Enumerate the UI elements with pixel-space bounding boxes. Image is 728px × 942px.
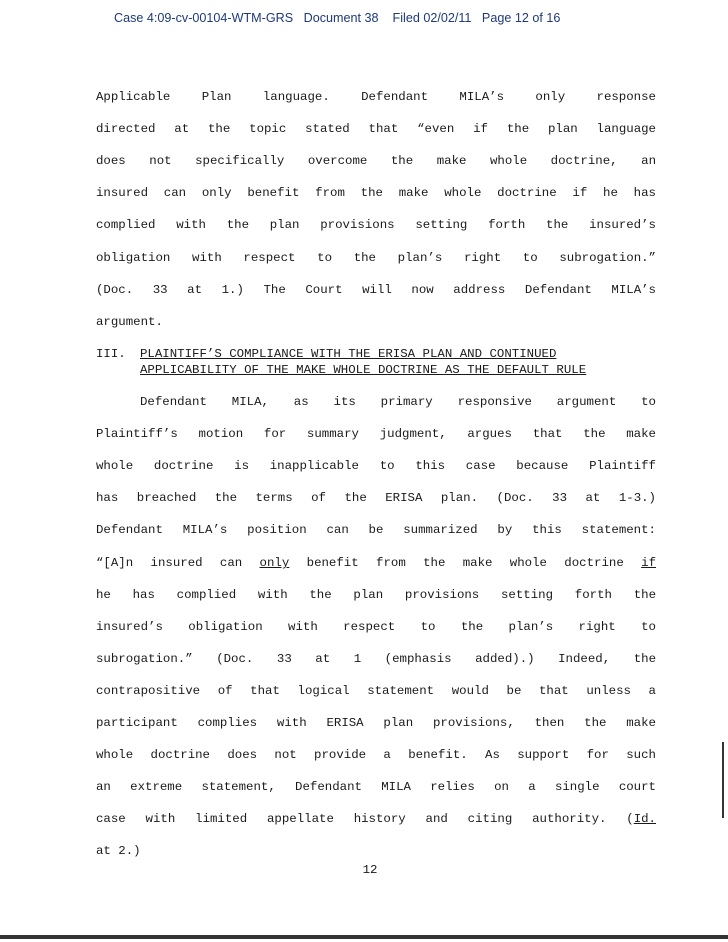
text-line: Defendant MILA’s position can be summarized by this statement:	[96, 523, 656, 537]
emphasis-only: only	[259, 556, 290, 570]
text-line: Applicable Plan language. Defendant MILA’s only response	[96, 90, 656, 104]
text-segment: “[A]n insured can	[96, 556, 260, 570]
text-line: directed at the topic stated that “even if the plan language	[96, 122, 656, 136]
emphasis-if: if	[641, 556, 657, 570]
text-line	[96, 811, 656, 827]
text-line: an extreme statement, Defendant MILA relies on a single court	[96, 780, 656, 794]
text-line: insured can only benefit from the make whole doctrine if he has	[96, 186, 656, 200]
text-line: whole doctrine does not provide a benefit. As support for such	[96, 748, 656, 762]
text-line: complied with the plan provisions setting forth the insured’s	[96, 218, 656, 232]
text-line	[96, 555, 656, 571]
text-line: participant complies with ERISA plan provisions, then the make	[96, 716, 656, 730]
text-segment: case with limited appellate history and citing authority. (	[96, 812, 634, 826]
text-line: whole doctrine is inapplicable to this case because Plaintiff	[96, 459, 656, 473]
text-line: does not specifically overcome the make whole doctrine, an	[96, 154, 656, 168]
section-number: III.	[96, 347, 126, 361]
text-line: Plaintiff’s motion for summary judgment, argues that the make	[96, 427, 656, 441]
text-line: subrogation.” (Doc. 33 at 1 (emphasis added).) Indeed, the	[96, 652, 656, 666]
text-segment: benefit from the make whole doctrine	[289, 556, 642, 570]
text-line: has breached the terms of the ERISA plan. (Doc. 33 at 1-3.)	[96, 491, 656, 505]
section-title-line-1: PLAINTIFF’S COMPLIANCE WITH THE ERISA PLAN AND CONTINUED	[140, 347, 557, 361]
text-line: contrapositive of that logical statement would be that unless a	[96, 684, 656, 698]
text-line: argument.	[96, 315, 163, 329]
citation-id: Id.	[633, 812, 656, 826]
case-header: Case 4:09-cv-00104-WTM-GRS Document 38 Filed 02/02/11 Page 12 of 16	[114, 11, 561, 25]
page-number: 12	[362, 863, 378, 877]
text-line: at 2.)	[96, 844, 141, 858]
section-title-line-2: APPLICABILITY OF THE MAKE WHOLE DOCTRINE AS THE DEFAULT RULE	[140, 363, 587, 377]
text-line: insured’s obligation with respect to the plan’s right to	[96, 620, 656, 634]
text-line: obligation with respect to the plan’s right to subrogation.”	[96, 251, 656, 265]
scan-edge-right	[722, 742, 724, 818]
text-line: Defendant MILA, as its primary responsive argument to	[140, 395, 656, 409]
text-line: (Doc. 33 at 1.) The Court will now address Defendant MILA’s	[96, 283, 656, 297]
scan-edge-bottom	[0, 935, 728, 939]
text-line: he has complied with the plan provisions setting forth the	[96, 588, 656, 602]
